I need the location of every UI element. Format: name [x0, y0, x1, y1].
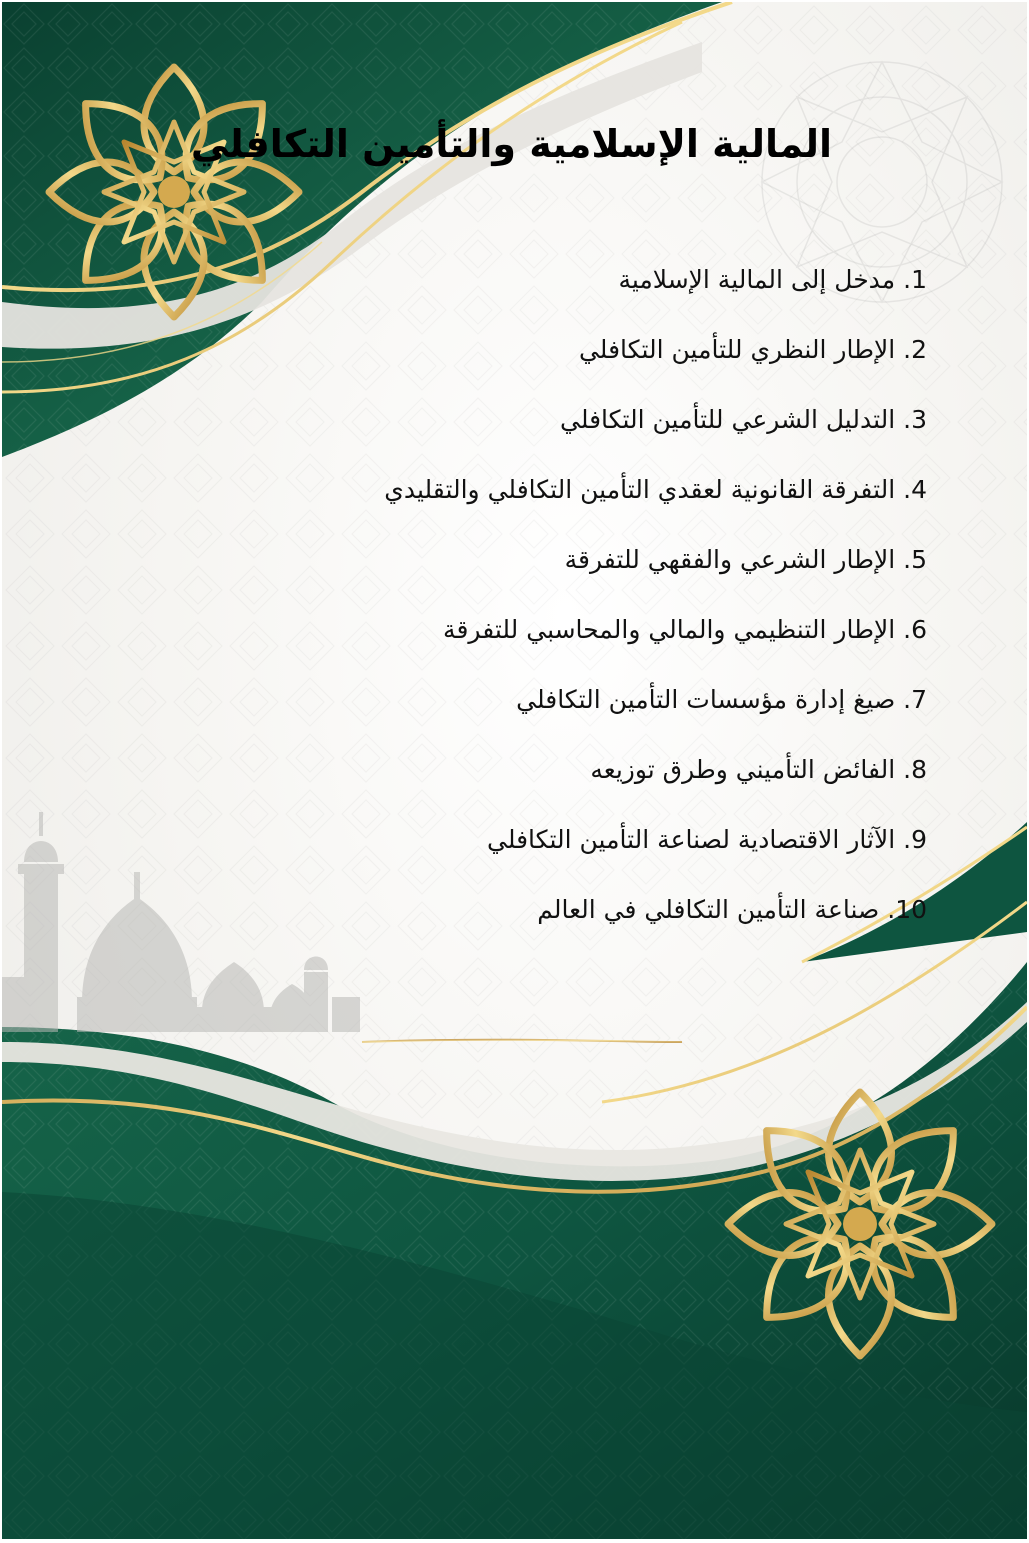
toc-item: [287, 670, 927, 740]
toc-item-text: مدخل إلى المالية الإسلامية: [618, 265, 896, 294]
toc-item-number: 2.: [903, 335, 927, 364]
toc-item-number: 7.: [903, 685, 927, 714]
toc-item-text: الآثار الاقتصادية لصناعة التأمين التكافلي: [486, 825, 896, 854]
toc-item: [287, 880, 927, 950]
toc-item: [287, 320, 927, 390]
toc-item-text: الإطار الشرعي والفقهي للتفرقة: [564, 545, 896, 574]
toc-item-text: الإطار النظري للتأمين التكافلي: [578, 335, 896, 364]
toc-item: [287, 250, 927, 320]
toc-item-text: صناعة التأمين التكافلي في العالم: [537, 895, 880, 924]
toc-item: [287, 810, 927, 880]
toc-item: [287, 390, 927, 460]
toc-item-text: الفائض التأميني وطرق توزيعه: [590, 755, 896, 784]
toc-item: [287, 460, 927, 530]
toc-item: [287, 530, 927, 600]
toc-item: [287, 740, 927, 810]
toc-item-text: صيغ إدارة مؤسسات التأمين التكافلي: [516, 685, 896, 714]
toc-item-number: 5.: [903, 545, 927, 574]
toc-item-number: 4.: [903, 475, 927, 504]
toc-item-number: 3.: [903, 405, 927, 434]
table-of-contents: [287, 250, 927, 950]
toc-item: [287, 600, 927, 670]
toc-item-number: 8.: [903, 755, 927, 784]
document-page: [2, 2, 1027, 1539]
toc-item-number: 6.: [903, 615, 927, 644]
toc-item-text: التفرقة القانونية لعقدي التأمين التكافلي والتقليدي: [384, 475, 896, 504]
toc-item-text: التدليل الشرعي للتأمين التكافلي: [559, 405, 896, 434]
document-title: المالية الإسلامية والتأمين التكافلي: [190, 122, 832, 166]
toc-item-number: 10.: [887, 895, 927, 924]
toc-item-number: 1.: [903, 265, 927, 294]
toc-item-number: 9.: [903, 825, 927, 854]
toc-item-text: الإطار التنظيمي والمالي والمحاسبي للتفرقة: [443, 615, 896, 644]
